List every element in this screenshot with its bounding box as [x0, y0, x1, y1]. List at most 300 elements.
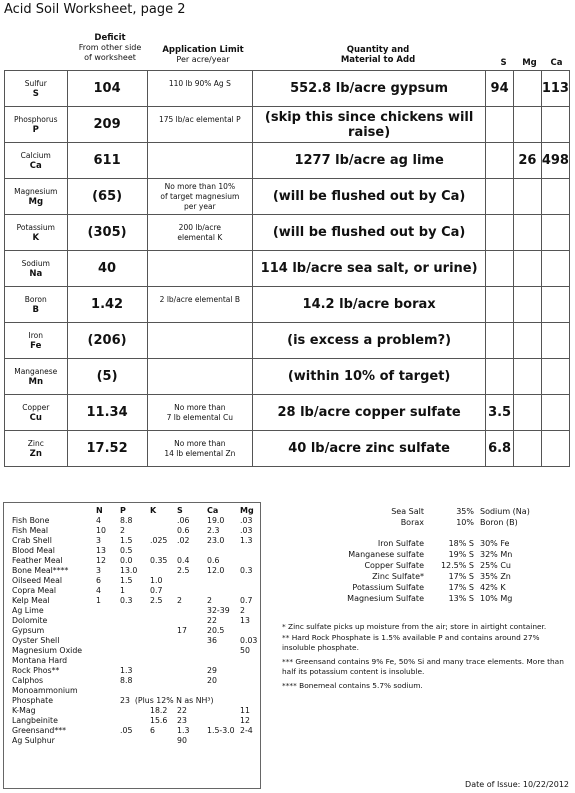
source-row: [330, 593, 560, 604]
ca-value: [541, 395, 569, 431]
fertilizer-row: [12, 526, 260, 536]
mg-value: [514, 323, 542, 359]
fertilizer-cell: 0.6: [207, 556, 220, 565]
fertilizer-cell: Fish Bone: [12, 516, 50, 525]
fertilizer-cell: Calphos: [12, 676, 44, 685]
ca-value: [541, 107, 569, 143]
fertilizer-row: [12, 566, 260, 576]
fertilizer-cell: [120, 706, 150, 716]
fertilizer-cell: [177, 636, 207, 646]
fertilizer-cell: [96, 666, 120, 676]
fertilizer-cell: [207, 736, 240, 746]
ca-value: [541, 431, 569, 467]
fertilizer-cell: [177, 686, 207, 696]
fertilizer-cell: [120, 736, 150, 746]
fertilizer-row: [12, 736, 260, 746]
fertilizer-cell: [150, 676, 177, 686]
fertilizer-cell: [150, 546, 177, 556]
fertilizer-cell: [150, 686, 177, 696]
ca-value: [541, 215, 569, 251]
footnotes: [282, 622, 568, 691]
source-row: [330, 517, 560, 528]
fertilizer-row: [12, 696, 260, 706]
s-value: [486, 179, 514, 215]
date-of-issue: Date of Issue: 10/22/2012: [465, 780, 569, 789]
fertilizer-cell: 2: [177, 596, 182, 605]
mg-value: [514, 215, 542, 251]
application-limit: [147, 359, 252, 395]
fertilizer-cell: Dolomite: [12, 616, 48, 625]
source-pct1: 35%: [456, 507, 474, 516]
fertilizer-cell: [150, 566, 177, 576]
fertilizer-row: [12, 516, 260, 526]
fertilizer-row: [12, 706, 260, 716]
ca-value: [541, 287, 569, 323]
source-pct2: 30% Fe: [480, 539, 510, 548]
fertilizer-cell: 1.5: [120, 536, 133, 545]
fertilizer-cell: .025: [150, 536, 168, 545]
source-pct2: Sodium (Na): [480, 507, 530, 516]
quantity-material: 1277 lb/acre ag lime: [253, 143, 486, 179]
quantity-material: 552.8 lb/acre gypsum: [253, 71, 486, 107]
fertilizer-cell: [240, 656, 260, 666]
quantity-material: (will be flushed out by Ca): [253, 215, 486, 251]
nutrient-row-sulfur: [5, 71, 570, 107]
fertilizer-cell: 19.0: [207, 516, 225, 525]
footnote-zinc: * Zinc sulfate picks up moisture from the air; store in airtight container.: [282, 622, 547, 631]
fertilizer-cell: 11: [240, 706, 250, 715]
source-name: Borax: [400, 518, 424, 527]
fertilizer-header-row: [12, 506, 260, 516]
source-pct2: 42% K: [480, 583, 506, 592]
fertilizer-cell: [96, 656, 120, 666]
source-name: Sea Salt: [391, 507, 424, 516]
application-limit: 110 lb 90% Ag S: [147, 71, 252, 107]
s-value: 6.8: [486, 431, 514, 467]
mg-value: [514, 251, 542, 287]
fertilizer-cell: [96, 696, 120, 706]
fertilizer-cell: [96, 646, 120, 656]
fertilizer-cell: Monoammonium: [12, 686, 78, 695]
fertilizer-cell: [240, 736, 260, 746]
fertilizer-cell: [120, 636, 150, 646]
fertilizer-cell: [150, 616, 177, 626]
fertilizer-cell: [207, 706, 240, 716]
deficit-value: (65): [67, 179, 147, 215]
fertilizer-row: [12, 616, 260, 626]
fertilizer-cell: [120, 686, 150, 696]
fertilizer-cell: [177, 606, 207, 616]
mg-value: [514, 431, 542, 467]
s-value: [486, 143, 514, 179]
nutrient-row-manganese: [5, 359, 570, 395]
fertilizer-cell: [150, 666, 177, 676]
fertilizer-cell: Magnesium Oxide: [12, 646, 83, 655]
quantity-material: (will be flushed out by Ca): [253, 179, 486, 215]
deficit-value: 611: [67, 143, 147, 179]
fertilizer-cell: [207, 656, 240, 666]
deficit-value: 104: [67, 71, 147, 107]
fertilizer-cell: Feather Meal: [12, 556, 63, 565]
ca-value: [541, 323, 569, 359]
nutrient-row-zinc: [5, 431, 570, 467]
fertilizer-cell: 20.5: [207, 626, 225, 635]
fertilizer-cell: Greensand***: [12, 726, 67, 735]
fertilizer-cell: 13.0: [120, 566, 138, 575]
nutrient-row-sodium: [5, 251, 570, 287]
fertilizer-cell: 17: [177, 626, 187, 635]
fertilizer-cell: [96, 616, 120, 626]
ca-value: [541, 179, 569, 215]
fertilizer-row: [12, 576, 260, 586]
application-limit: [147, 143, 252, 179]
nutrient-row-boron: [5, 287, 570, 323]
nutrient-row-calcium: [5, 143, 570, 179]
fertilizer-row: [12, 656, 260, 666]
source-name: Potassium Sulfate: [352, 583, 424, 592]
fertilizer-cell: Kelp Meal: [12, 596, 50, 605]
source-pct1: 12.5% S: [440, 561, 474, 570]
limit-header-label: Application Limit: [162, 45, 244, 55]
fertilizer-cell: [240, 696, 260, 706]
fertilizer-row: [12, 596, 260, 606]
source-pct1: 13% S: [448, 594, 474, 603]
fertilizer-cell: 1.3: [240, 536, 253, 545]
fertilizer-cell: [96, 736, 120, 746]
fertilizer-cell: 13: [96, 546, 106, 555]
fertilizer-cell: 4: [96, 516, 101, 525]
fertilizer-cell: 50: [240, 646, 250, 655]
fertilizer-cell: 2.5: [177, 566, 190, 575]
ca-value: 113: [541, 71, 569, 107]
fertilizer-cell: [177, 646, 207, 656]
deficit-value: 1.42: [67, 287, 147, 323]
fertilizer-row: [12, 556, 260, 566]
fertilizer-cell: [207, 686, 240, 696]
fertilizer-cell: [240, 576, 260, 586]
fertilizer-cell: 3: [96, 536, 101, 545]
fertilizer-cell: 12.0: [207, 566, 225, 575]
fertilizer-cell: [240, 546, 260, 556]
application-limit: No more than 10% of target magnesium per year: [147, 179, 252, 215]
deficit-header-sub2: of worksheet: [84, 53, 136, 62]
nutrient-name: Boron B: [5, 287, 68, 323]
fertilizer-cell: [120, 626, 150, 636]
fertilizer-cell: Langbeinite: [12, 716, 58, 725]
fertilizer-cell: .02: [177, 536, 190, 545]
s-value: [486, 215, 514, 251]
fertilizer-cell: 1.3: [177, 726, 190, 735]
fertilizer-row: [12, 586, 260, 596]
s-value: [486, 251, 514, 287]
fertilizer-cell: [177, 546, 207, 556]
s-value: 3.5: [486, 395, 514, 431]
fertilizer-row: [12, 606, 260, 616]
fertilizer-cell: 0.35: [150, 556, 168, 565]
fertilizer-cell: [240, 556, 260, 566]
fertilizer-cell: 23.0: [207, 536, 225, 545]
s-value: [486, 323, 514, 359]
nutrient-name: Magnesium Mg: [5, 179, 68, 215]
deficit-header-sub1: From other side: [78, 43, 142, 52]
fertilizer-row: [12, 546, 260, 556]
fertilizer-cell: 10: [96, 526, 106, 535]
nutrient-name: Sulfur S: [5, 71, 68, 107]
fertilizer-cell: 0.4: [177, 556, 190, 565]
fertilizer-cell: 12: [240, 716, 250, 725]
fertilizer-cell: .06: [177, 516, 190, 525]
s-value: 94: [486, 71, 514, 107]
fertilizer-cell: 0.5: [120, 546, 133, 555]
mg-value: [514, 287, 542, 323]
source-name: Manganese sulfate: [348, 550, 424, 559]
fertilizer-cell: 1.5: [120, 576, 133, 585]
quantity-header-line2: Material to Add: [340, 55, 416, 65]
fertilizer-cell: 90: [177, 736, 187, 745]
nutrient-name: Sodium Na: [5, 251, 68, 287]
fertilizer-cell: 22: [177, 706, 187, 715]
worksheet-title: Acid Soil Worksheet, page 2: [4, 2, 186, 17]
mg-value: [514, 179, 542, 215]
nutrient-row-copper: [5, 395, 570, 431]
s-value: [486, 107, 514, 143]
fertilizer-cell: Ag Lime: [12, 606, 44, 615]
fertilizer-row: [12, 676, 260, 686]
nutrient-row-magnesium: [5, 179, 570, 215]
source-row: [330, 571, 560, 582]
fertilizer-cell: 6: [150, 726, 155, 735]
source-name: Iron Sulfate: [377, 539, 424, 548]
source-name: Magnesium Sulfate: [347, 594, 424, 603]
fertilizer-cell: [207, 546, 240, 556]
nutrient-table: [4, 70, 570, 467]
source-pct2: Boron (B): [480, 518, 518, 527]
fertilizer-cell: Phosphate: [12, 696, 53, 705]
deficit-value: (206): [67, 323, 147, 359]
fertilizer-cell: [150, 606, 177, 616]
limit-header: [150, 45, 256, 65]
fertilizer-cell: [177, 576, 207, 586]
fertilizer-cell: [150, 736, 177, 746]
source-pct1: 19% S: [448, 550, 474, 559]
nutrient-row-iron: [5, 323, 570, 359]
fertilizer-cell: 8.8: [120, 516, 133, 525]
application-limit: [147, 251, 252, 287]
fertilizer-cell: [207, 576, 240, 586]
fertilizer-cell: 1.5-3.0: [207, 726, 235, 735]
fertilizer-cell: [120, 646, 150, 656]
fertilizer-cell: [96, 626, 120, 636]
fert-header-ca: Ca: [207, 506, 219, 515]
fertilizer-cell: 29: [207, 666, 217, 675]
fertilizer-cell: 2-4: [240, 726, 253, 735]
ca-header: Ca: [550, 58, 563, 68]
nutrient-name: Zinc Zn: [5, 431, 68, 467]
fertilizer-cell: [240, 676, 260, 686]
fertilizer-cell: 2.5: [150, 596, 163, 605]
footnote-greensand-1: *** Greensand contains 9% Fe, 50% Si and many trace elements. More than: [282, 657, 564, 666]
nutrient-name: Calcium Ca: [5, 143, 68, 179]
fertilizer-cell: [240, 666, 260, 676]
fertilizer-cell: 2.3: [207, 526, 220, 535]
source-pct1: 17% S: [448, 583, 474, 592]
nutrient-name: Copper Cu: [5, 395, 68, 431]
fertilizer-cell: Copra Meal: [12, 586, 57, 595]
fertilizer-cell: [177, 656, 207, 666]
fertilizer-row: [12, 666, 260, 676]
fertilizer-cell: [96, 726, 120, 736]
source-row: [330, 560, 560, 571]
fertilizer-cell: 4: [96, 586, 101, 595]
fertilizer-cell: 32-39: [207, 606, 230, 615]
fertilizer-row: [12, 646, 260, 656]
fertilizer-cell: [207, 646, 240, 656]
application-limit: [147, 323, 252, 359]
fertilizer-cell: 12: [96, 556, 106, 565]
mg-header: Mg: [522, 58, 537, 68]
fertilizer-cell: 0.6: [177, 526, 190, 535]
fertilizer-cell: Gypsum: [12, 626, 45, 635]
fertilizer-cell: 0.3: [240, 566, 253, 575]
fertilizer-cell: [177, 666, 207, 676]
fertilizer-row: [12, 686, 260, 696]
fertilizer-cell: 1.0: [150, 576, 163, 585]
fertilizer-cell: .03: [240, 526, 253, 535]
application-limit: 175 lb/ac elemental P: [147, 107, 252, 143]
s-value: [486, 359, 514, 395]
mg-value: 26: [514, 143, 542, 179]
nutrient-name: Phosphorus P: [5, 107, 68, 143]
mg-value: [514, 395, 542, 431]
footnote-rock-phos-2: insoluble phosphate.: [282, 643, 359, 652]
fertilizer-cell: [150, 656, 177, 666]
fertilizer-cell: Bone Meal****: [12, 566, 69, 575]
s-value: [486, 287, 514, 323]
fertilizer-cell: [150, 646, 177, 656]
limit-header-sub: Per acre/year: [176, 55, 230, 64]
fertilizer-cell: [240, 686, 260, 696]
fertilizer-cell: [96, 716, 120, 726]
fertilizer-cell: [120, 656, 150, 666]
deficit-value: 40: [67, 251, 147, 287]
application-limit: No more than 7 lb elemental Cu: [147, 395, 252, 431]
fertilizer-cell: Rock Phos**: [12, 666, 60, 675]
fertilizer-cell: K-Mag: [12, 706, 36, 715]
source-name: Copper Sulfate: [364, 561, 424, 570]
fertilizer-cell: [120, 616, 150, 626]
sea-salt-borax: [330, 506, 560, 528]
deficit-value: 11.34: [67, 395, 147, 431]
fertilizer-cell: [177, 616, 207, 626]
fertilizer-cell: 2: [240, 606, 245, 615]
fertilizer-cell: Blood Meal: [12, 546, 55, 555]
fertilizer-row: [12, 716, 260, 726]
fertilizer-cell: 15.6: [150, 716, 168, 725]
fertilizer-cell: Oyster Shell: [12, 636, 60, 645]
fertilizer-cell: [240, 586, 260, 596]
fertilizer-cell: [150, 626, 177, 636]
fertilizer-cell: 3: [96, 566, 101, 575]
fertilizer-cell: 2: [207, 596, 212, 605]
footnote-rock-phos-1: ** Hard Rock Phosphate is 1.5% available P and contains around 27%: [282, 633, 540, 642]
deficit-value: 17.52: [67, 431, 147, 467]
fert-header-n: N: [96, 506, 103, 515]
nutrient-name: Manganese Mn: [5, 359, 68, 395]
nutrient-row-phosphorus: [5, 107, 570, 143]
fertilizer-cell: [96, 636, 120, 646]
quantity-material: 14.2 lb/acre borax: [253, 287, 486, 323]
nutrient-row-potassium: [5, 215, 570, 251]
fertilizer-cell: 0.3: [120, 596, 133, 605]
application-limit: No more than 14 lb elemental Zn: [147, 431, 252, 467]
fertilizer-cell: Montana Hard: [12, 656, 68, 665]
fertilizer-row: [12, 636, 260, 646]
source-pct1: 10%: [456, 518, 474, 527]
nutrient-name: Iron Fe: [5, 323, 68, 359]
fertilizer-cell: [120, 606, 150, 616]
fert-header-mg: Mg: [240, 506, 254, 515]
application-limit: 200 lb/acre elemental K: [147, 215, 252, 251]
fertilizer-row: [12, 626, 260, 636]
fertilizer-cell: 18.2: [150, 706, 168, 715]
fertilizer-cell: [207, 586, 240, 596]
mg-value: [514, 71, 542, 107]
fertilizer-cell: [240, 626, 260, 636]
fertilizer-table: [12, 506, 260, 746]
fertilizer-cell: 0.7: [240, 596, 253, 605]
source-pct2: 10% Mg: [480, 594, 513, 603]
s-header: S: [500, 58, 507, 68]
nutrient-name: Potassium K: [5, 215, 68, 251]
fertilizer-row: [12, 536, 260, 546]
fertilizer-cell: Fish Meal: [12, 526, 49, 535]
fertilizer-cell: 0.7: [150, 586, 163, 595]
fertilizer-cell: Crab Shell: [12, 536, 52, 545]
fertilizer-cell: 8.8: [120, 676, 133, 685]
source-row: [330, 506, 560, 517]
fertilizer-cell: .03: [240, 516, 253, 525]
quantity-material: 114 lb/acre sea salt, or urine): [253, 251, 486, 287]
sulfate-sources: [330, 538, 560, 604]
ca-value: 498: [541, 143, 569, 179]
fert-header-p: P: [120, 506, 126, 515]
fertilizer-cell: [150, 516, 177, 526]
deficit-value: (5): [67, 359, 147, 395]
quantity-material: (skip this since chickens will raise): [253, 107, 486, 143]
fertilizer-cell: 36: [207, 636, 217, 645]
fertilizer-cell: [150, 526, 177, 536]
fertilizer-cell: 0.03: [240, 636, 258, 645]
fertilizer-cell: 22: [207, 616, 217, 625]
deficit-value: (305): [67, 215, 147, 251]
fertilizer-cell: [177, 586, 207, 596]
quantity-material: 28 lb/acre copper sulfate: [253, 395, 486, 431]
source-pct2: 25% Cu: [480, 561, 511, 570]
deficit-header-label: Deficit: [94, 33, 126, 43]
fertilizer-cell: 23 (Plus 12% N as NH³): [120, 696, 214, 705]
source-pct2: 32% Mn: [480, 550, 513, 559]
fertilizer-cell: 1.3: [120, 666, 133, 675]
fertilizer-cell: [150, 636, 177, 646]
mg-value: [514, 359, 542, 395]
fertilizer-cell: Ag Sulphur: [12, 736, 55, 745]
fertilizer-cell: [177, 676, 207, 686]
source-pct1: 18% S: [448, 539, 474, 548]
fertilizer-cell: [120, 716, 150, 726]
fert-header-s: S: [177, 506, 183, 515]
source-name: Zinc Sulfate*: [372, 572, 424, 581]
quantity-header: [260, 45, 496, 65]
